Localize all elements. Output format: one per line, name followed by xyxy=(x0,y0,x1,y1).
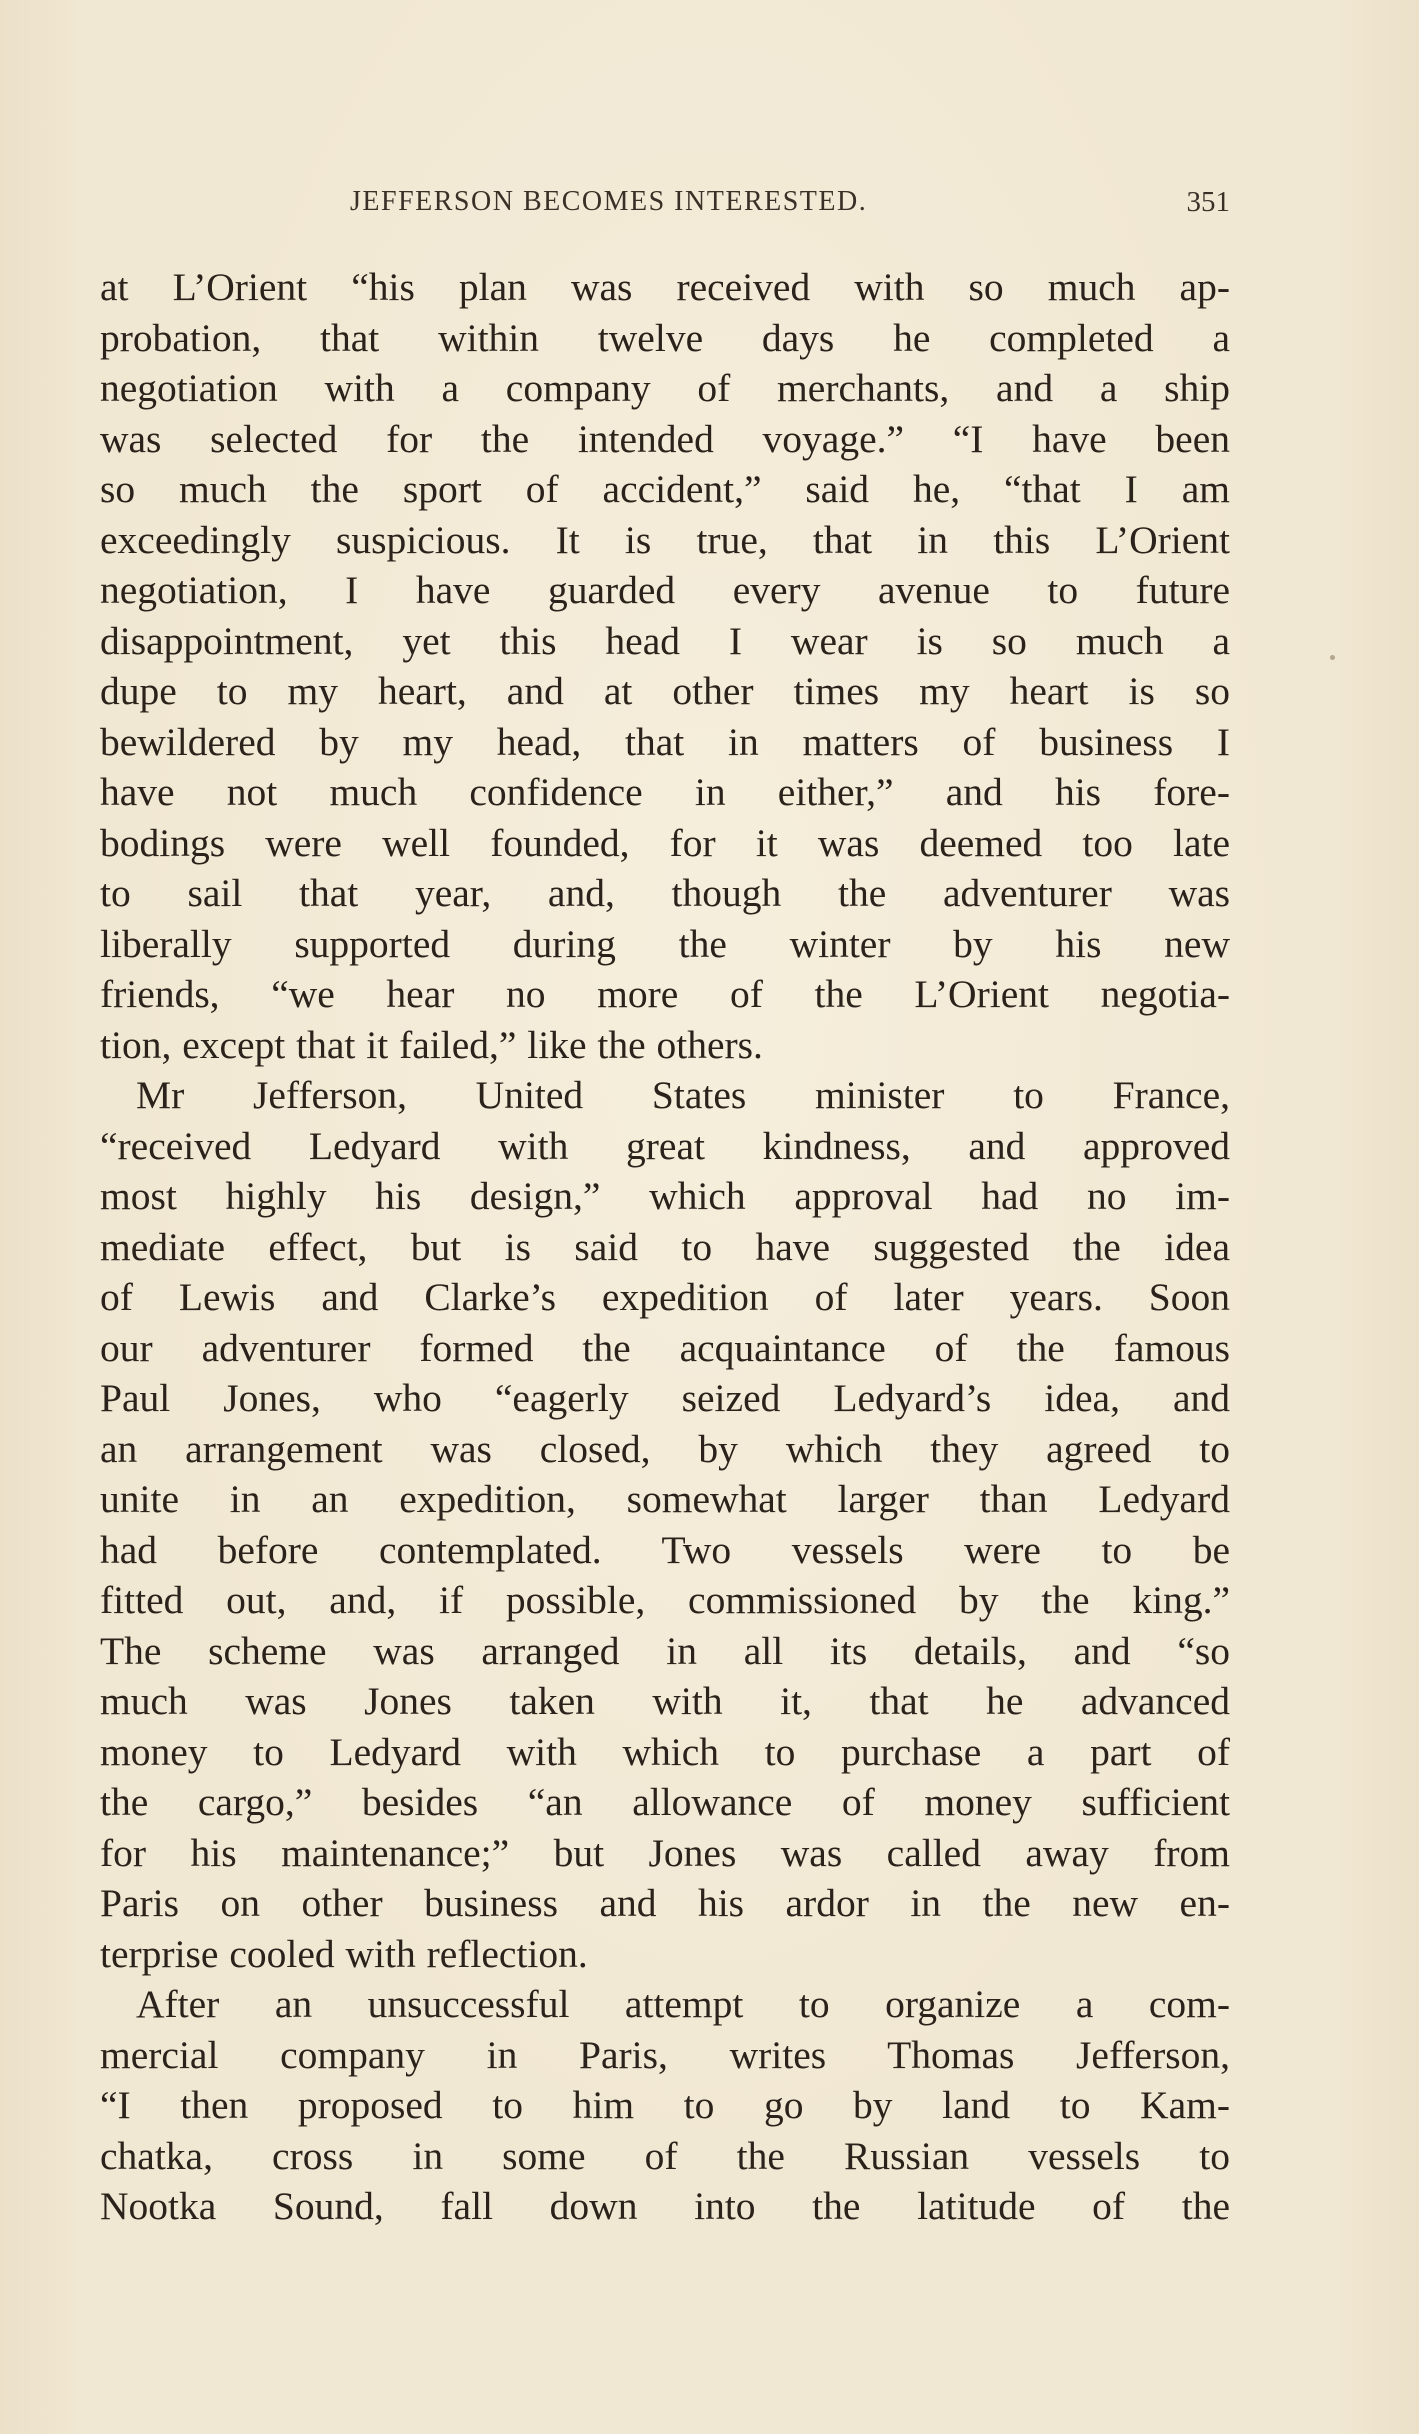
running-title: JEFFERSON BECOMES INTERESTED. xyxy=(350,186,868,217)
text-line: After an unsuccessful attempt to organize a com- xyxy=(136,1982,1230,2026)
text-line: The scheme was arranged in all its details, and “so xyxy=(100,1628,1230,1673)
text-line: have not much confidence in either,” and his fore- xyxy=(100,770,1230,814)
text-line: much was Jones taken with it, that he advanced xyxy=(100,1679,1230,1723)
text-line: Paul Jones, who “eagerly seized Ledyard’s idea, and xyxy=(100,1376,1230,1420)
text-line: of Lewis and Clarke’s expedition of later years. Soon xyxy=(100,1275,1230,1319)
text-line: fitted out, and, if possible, commissioned by the king.” xyxy=(100,1578,1230,1622)
text-line: negotiation, I have guarded every avenue to future xyxy=(100,568,1230,612)
text-line: an arrangement was closed, by which they agreed to xyxy=(100,1426,1230,1471)
text-line: negotiation with a company of merchants, and a ship xyxy=(100,366,1230,410)
text-line: so much the sport of accident,” said he, “that I am xyxy=(100,467,1230,511)
text-line: Paris on other business and his ardor in the new en- xyxy=(100,1881,1230,1925)
text-line: for his maintenance;” but Jones was called away from xyxy=(100,1830,1230,1875)
text-line: “I then proposed to him to go by land to Kam- xyxy=(100,2083,1230,2127)
body-text xyxy=(100,262,1230,2232)
text-line: most highly his design,” which approval had no im- xyxy=(100,1174,1230,1218)
page-number: 351 xyxy=(1186,186,1230,218)
text-line: probation, that within twelve days he completed a xyxy=(100,315,1230,360)
text-line: had before contemplated. Two vessels were to be xyxy=(100,1527,1230,1572)
text-line: mediate effect, but is said to have suggested the idea xyxy=(100,1224,1230,1269)
text-line: money to Ledyard with which to purchase a part of xyxy=(100,1729,1230,1774)
running-head xyxy=(100,186,1230,230)
text-line: “received Ledyard with great kindness, and approved xyxy=(100,1123,1230,1168)
text-line: Nootka Sound, fall down into the latitude of the xyxy=(100,2184,1230,2228)
text-line: disappointment, yet this head I wear is so much a xyxy=(100,618,1230,663)
text-line: bewildered by my head, that in matters of business I xyxy=(100,719,1230,764)
text-line: Mr Jefferson, United States minister to France, xyxy=(136,1073,1230,1117)
text-line: bodings were well founded, for it was deemed too late xyxy=(100,820,1230,865)
text-line: terprise cooled with reflection. xyxy=(100,1931,588,1976)
text-line: our adventurer formed the acquaintance of the famous xyxy=(100,1325,1230,1370)
text-line: dupe to my heart, and at other times my heart is so xyxy=(100,669,1230,713)
text-line: tion, except that it failed,” like the others. xyxy=(100,1022,763,1067)
text-line: chatka, cross in some of the Russian vessels to xyxy=(100,2133,1230,2178)
text-line: liberally supported during the winter by his new xyxy=(100,921,1230,966)
text-line: friends, “we hear no more of the L’Orient negotia- xyxy=(100,972,1230,1016)
text-line: to sail that year, and, though the adventurer was xyxy=(100,871,1230,915)
text-line: mercial company in Paris, writes Thomas Jefferson, xyxy=(100,2032,1230,2077)
text-line: exceedingly suspicious. It is true, that in this L’Orient xyxy=(100,517,1230,562)
paper-speck xyxy=(1330,655,1335,660)
text-line: at L’Orient “his plan was received with so much ap- xyxy=(100,265,1230,309)
text-line: unite in an expedition, somewhat larger than Ledyard xyxy=(100,1477,1230,1521)
text-line: was selected for the intended voyage.” “I have been xyxy=(100,416,1230,461)
text-line: the cargo,” besides “an allowance of money sufficient xyxy=(100,1780,1230,1824)
